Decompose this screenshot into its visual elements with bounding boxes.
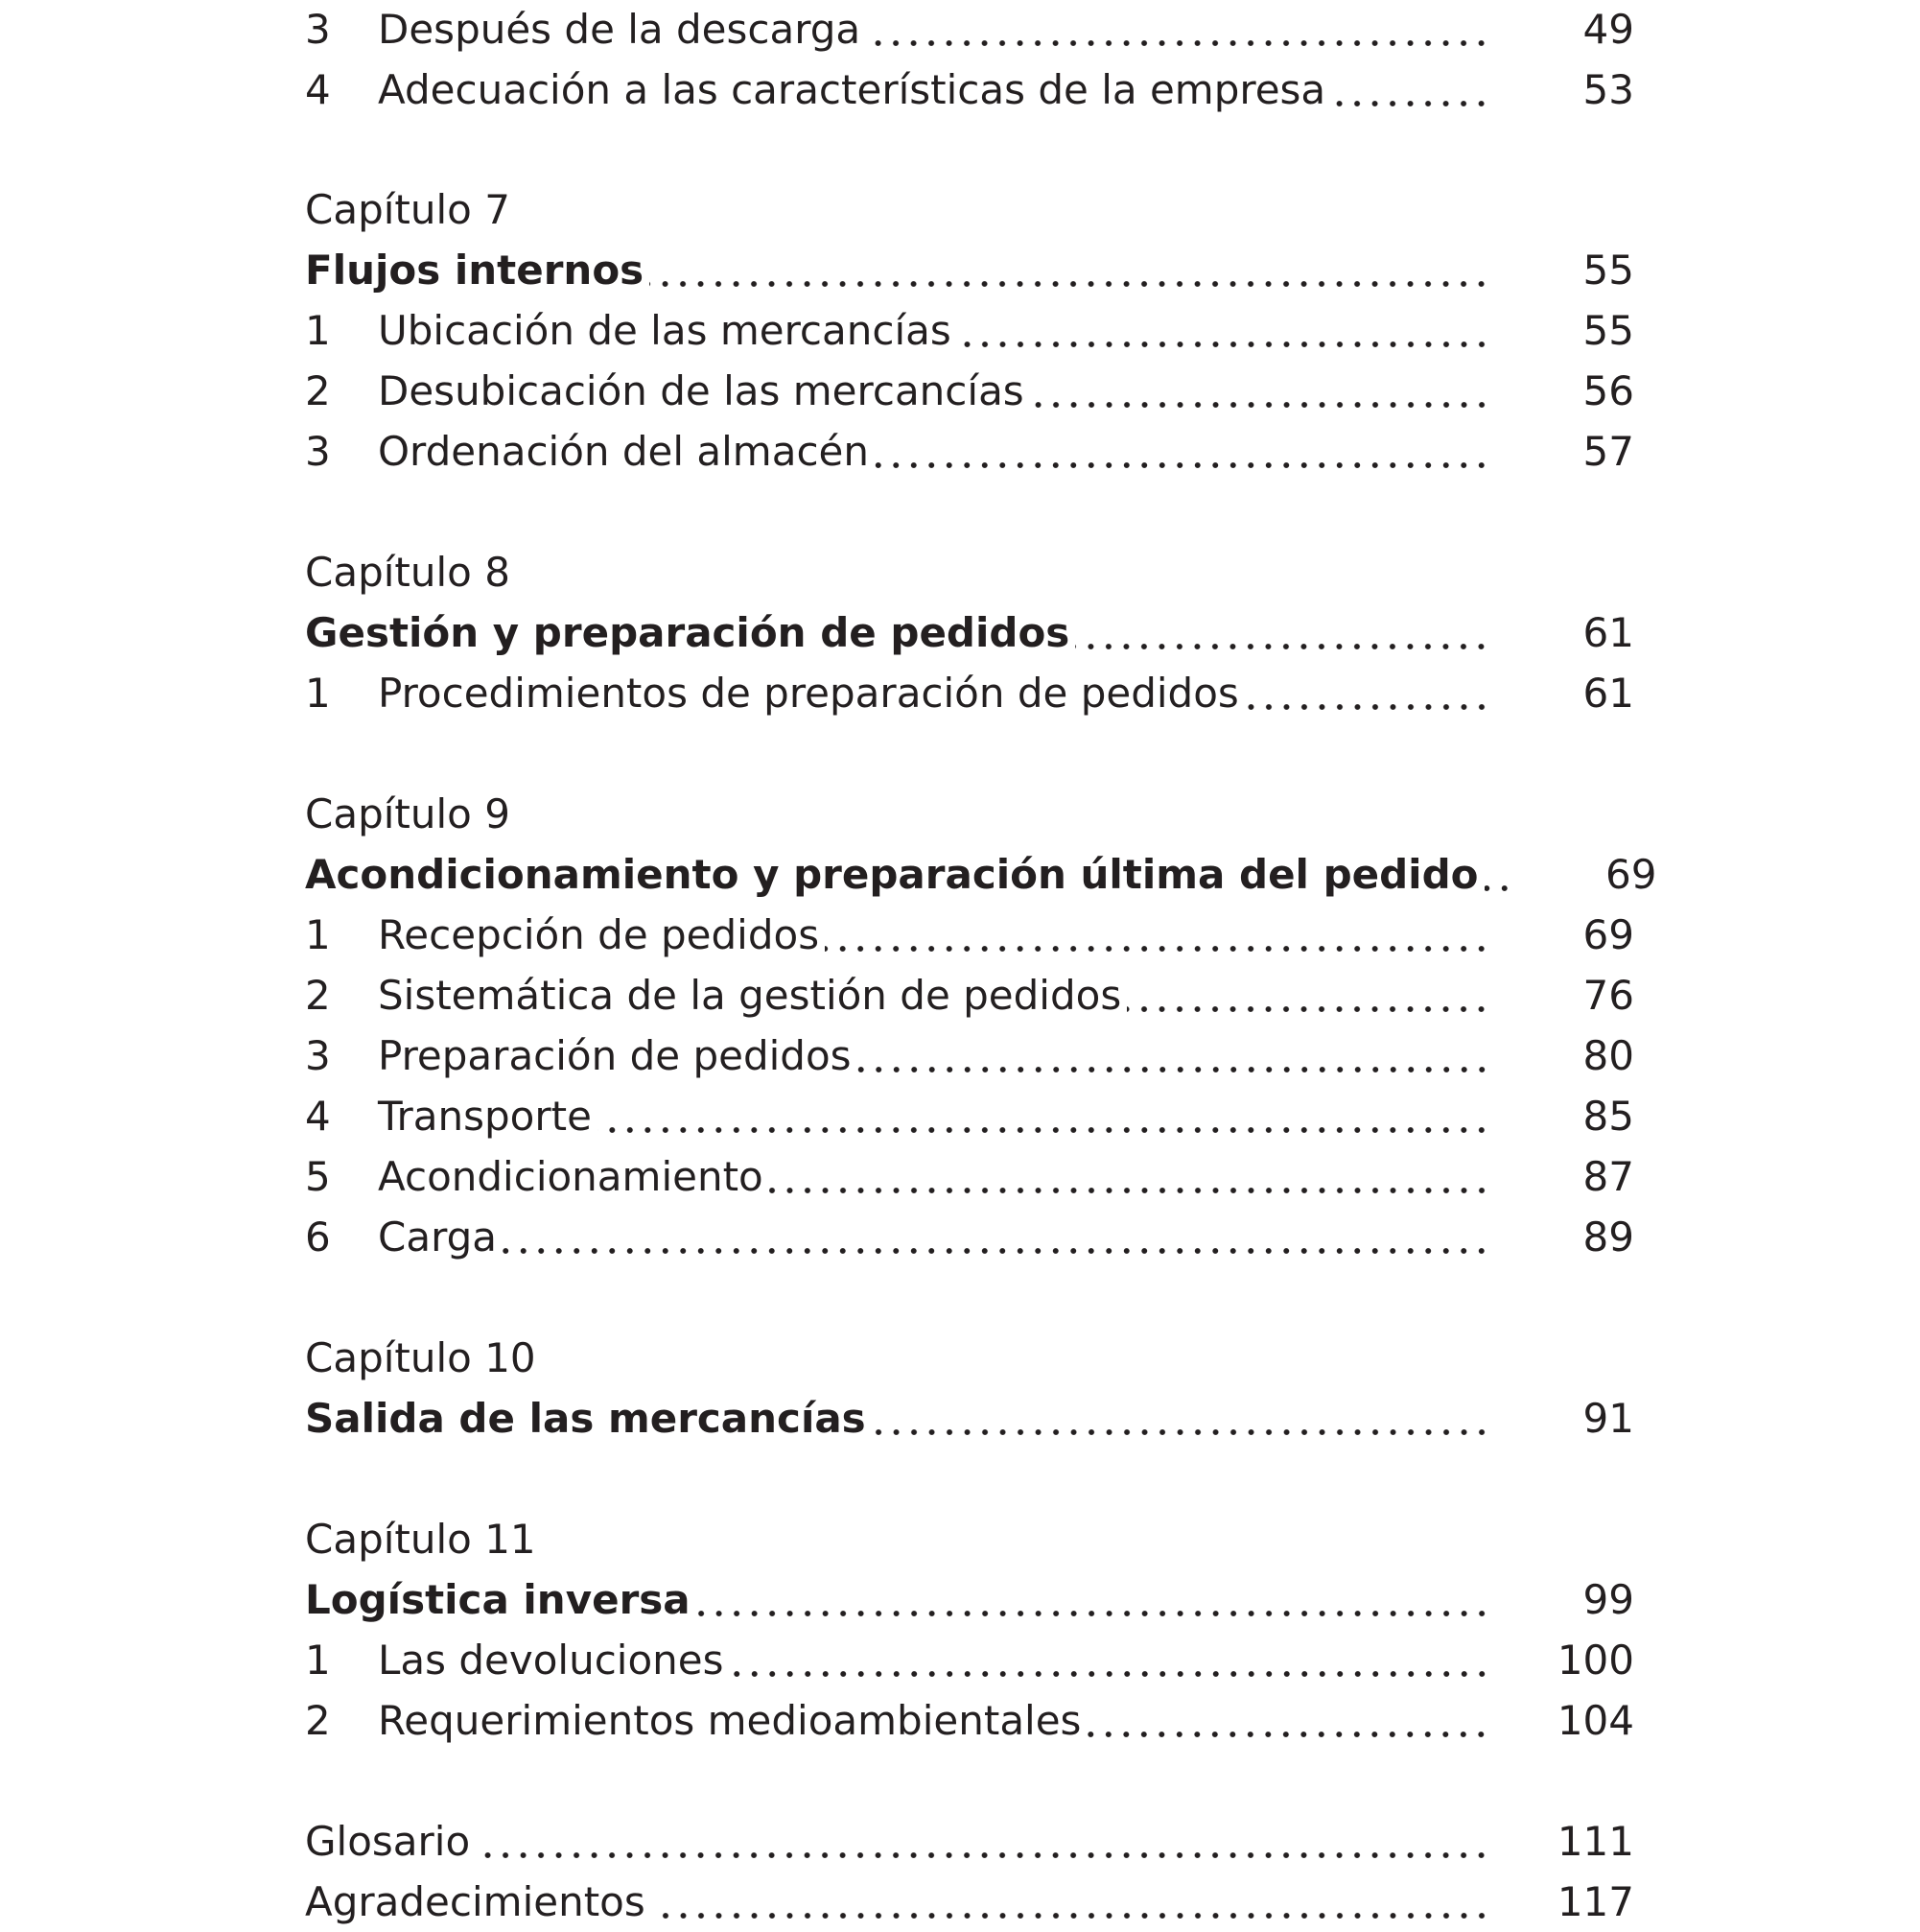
chapter-label: Capítulo 11: [305, 1516, 536, 1563]
chapter-label: Capítulo 7: [305, 186, 510, 233]
entry-title: Ubicación de las mercancías: [378, 307, 951, 354]
page-number: 55: [1582, 247, 1634, 294]
chapter-heading-row: [305, 241, 1634, 300]
page-number: 89: [1582, 1213, 1634, 1261]
toc-entry-row: [305, 1147, 1634, 1207]
page-number: 100: [1557, 1637, 1634, 1684]
chapter-title: Gestión y preparación de pedidos: [305, 609, 1070, 656]
toc-entry-row: [305, 1691, 1634, 1751]
toc-entry-row: [305, 1026, 1634, 1086]
page-number: 91: [1582, 1395, 1634, 1442]
entry-title: Acondicionamiento: [378, 1153, 763, 1200]
entry-title: Recepción de pedidos: [378, 911, 820, 958]
page-number: 69: [1605, 851, 1657, 898]
toc-entry-row: [305, 1087, 1634, 1146]
toc-entry-row: [305, 1631, 1634, 1690]
chapter-heading-row: [305, 1570, 1634, 1630]
toc-entry-row: [305, 60, 1634, 120]
dot-leader: [875, 422, 1490, 482]
entry-title: Requerimientos medioambientales: [378, 1697, 1082, 1744]
chapter-title: Logística inversa: [305, 1576, 691, 1623]
section-number: 2: [305, 972, 331, 1019]
page-number: 104: [1557, 1697, 1634, 1744]
dot-leader: [1331, 60, 1490, 120]
dot-leader: [769, 1147, 1490, 1207]
section-number: 3: [305, 6, 331, 53]
page-number: 80: [1582, 1032, 1634, 1079]
page-number: 57: [1582, 428, 1634, 475]
section-number: 2: [305, 367, 331, 414]
dot-leader: [476, 1812, 1490, 1872]
chapter-label: Capítulo 10: [305, 1334, 536, 1381]
dot-leader: [1087, 1691, 1490, 1751]
dot-leader: [825, 906, 1490, 965]
toc-entry-row: [305, 664, 1634, 723]
toc-entry-row: [305, 301, 1634, 361]
toc-entry-row: [305, 0, 1634, 59]
dot-leader: [597, 1087, 1490, 1146]
page-number: 69: [1582, 911, 1634, 958]
dot-leader: [730, 1631, 1490, 1690]
toc-entry-row: [305, 1208, 1634, 1267]
chapter-heading-row: [305, 845, 1657, 905]
entry-title: Glosario: [305, 1818, 471, 1865]
entry-title: Transporte: [378, 1093, 592, 1140]
section-number: 6: [305, 1213, 331, 1261]
page-number: 56: [1582, 367, 1634, 414]
chapter-label: Capítulo 8: [305, 549, 510, 596]
entry-title: Las devoluciones: [378, 1637, 724, 1684]
dot-leader: [1245, 664, 1490, 723]
dot-leader: [872, 1389, 1490, 1449]
dot-leader: [857, 1026, 1490, 1086]
page-number: 53: [1582, 66, 1634, 113]
dot-leader: [651, 1873, 1490, 1932]
dot-leader: [1485, 845, 1513, 905]
chapter-title: Salida de las mercancías: [305, 1395, 866, 1442]
section-number: 4: [305, 1093, 331, 1140]
dot-leader: [1030, 362, 1490, 421]
toc-entry-row: [305, 966, 1634, 1025]
page-number: 61: [1582, 609, 1634, 656]
dot-leader: [649, 241, 1490, 300]
page-number: 87: [1582, 1153, 1634, 1200]
dot-leader: [957, 301, 1490, 361]
page-number: 117: [1557, 1878, 1634, 1925]
dot-leader: [866, 0, 1490, 59]
entry-title: Carga: [378, 1213, 497, 1261]
dot-leader: [1075, 603, 1490, 663]
page-number: 111: [1557, 1818, 1634, 1865]
chapter-heading-row: [305, 603, 1634, 663]
dot-leader: [1127, 966, 1490, 1025]
section-number: 3: [305, 428, 331, 475]
section-number: 3: [305, 1032, 331, 1079]
page-number: 49: [1582, 6, 1634, 53]
page-number: 55: [1582, 307, 1634, 354]
entry-title: Ordenación del almacén: [378, 428, 869, 475]
page-number: 76: [1582, 972, 1634, 1019]
section-number: 5: [305, 1153, 331, 1200]
chapter-title: Acondicionamiento y preparación última del pedido: [305, 851, 1479, 898]
chapter-label: Capítulo 9: [305, 790, 510, 837]
entry-title: Preparación de pedidos: [378, 1032, 852, 1079]
section-number: 1: [305, 1637, 331, 1684]
chapter-title: Flujos internos: [305, 247, 644, 294]
entry-title: Sistemática de la gestión de pedidos: [378, 972, 1122, 1019]
section-number: 1: [305, 307, 331, 354]
entry-title: Procedimientos de preparación de pedidos: [378, 670, 1239, 717]
section-number: 1: [305, 911, 331, 958]
toc-entry-row: [305, 1812, 1634, 1872]
entry-title: Desubicación de las mercancías: [378, 367, 1024, 414]
dot-leader: [503, 1208, 1490, 1267]
section-number: 2: [305, 1697, 331, 1744]
page-number: 85: [1582, 1093, 1634, 1140]
toc-entry-row: [305, 422, 1634, 482]
toc-entry-row: [305, 906, 1634, 965]
entry-title: Después de la descarga: [378, 6, 861, 53]
entry-title: Agradecimientos: [305, 1878, 645, 1925]
toc-entry-row: [305, 362, 1634, 421]
entry-title: Adecuación a las características de la empresa: [378, 66, 1326, 113]
chapter-heading-row: [305, 1389, 1634, 1449]
page-number: 61: [1582, 670, 1634, 717]
toc-entry-row: [305, 1873, 1634, 1932]
section-number: 1: [305, 670, 331, 717]
section-number: 4: [305, 66, 331, 113]
dot-leader: [696, 1570, 1490, 1630]
page-number: 99: [1582, 1576, 1634, 1623]
